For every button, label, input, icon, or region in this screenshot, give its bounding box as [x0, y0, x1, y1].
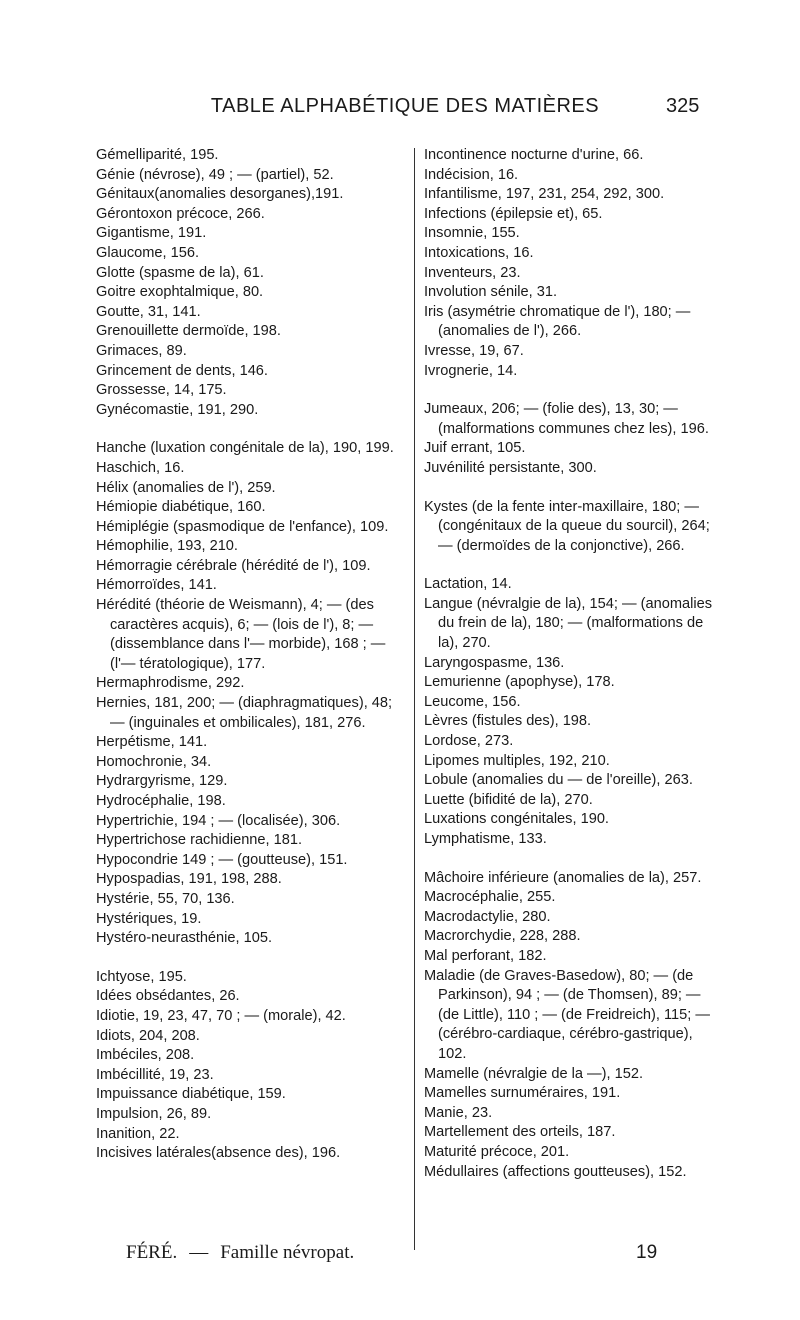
index-entry: Glaucome, 156. [96, 244, 200, 261]
index-entry: Hermaphrodisme, 292. [96, 675, 245, 692]
index-entry: Mamelles surnuméraires, 191. [424, 1085, 621, 1102]
index-entry: Macrorchydie, 228, 288. [424, 928, 581, 945]
index-entry: Mâchoire inférieure (anomalies de la), 257. [424, 869, 702, 886]
index-entry: Hydrargyrisme, 129. [96, 773, 228, 790]
index-entry: Goitre exophtalmique, 80. [96, 284, 264, 301]
index-entry: Iris (asymétrie chromatique de l'), 180; — (anomalies de l'), 266. [424, 303, 691, 340]
section-gap [96, 949, 402, 968]
index-entry: Lactation, 14. [424, 576, 512, 593]
index-entry: Incisives latérales(absence des), 196. [96, 1145, 341, 1162]
index-entry: Lobule (anomalies du — de l'oreille), 263. [424, 772, 693, 789]
index-entry: Gérontoxon précoce, 266. [96, 205, 265, 222]
index-entry: Goutte, 31, 141. [96, 303, 201, 320]
index-entry: Hémophilie, 193, 210. [96, 538, 238, 555]
index-entry: Hérédité (théorie de Weismann), 4; — (des caractères acquis), 6; — (lois de l'), 8; — (dissemblance dans l'— morbide), 168 ; — (l'— tératologique), 177. [96, 597, 386, 672]
index-entry: Insomnie, 155. [424, 225, 520, 242]
footer-author-line [126, 1240, 354, 1266]
index-entry: Leucome, 156. [424, 693, 521, 710]
index-entry: Hypertrichose rachidienne, 181. [96, 832, 303, 849]
index-column-left [96, 146, 402, 1164]
index-entry: Idiotie, 19, 23, 47, 70 ; — (morale), 42. [96, 1007, 346, 1024]
section-gap [424, 479, 724, 498]
index-entry: Luxations congénitales, 190. [424, 811, 609, 828]
index-entry: Hélix (anomalies de l'), 259. [96, 479, 276, 496]
index-entry: Inventeurs, 23. [424, 264, 521, 281]
running-header: TABLE ALPHABÉTIQUE DES MATIÈRES [210, 94, 600, 117]
index-entry: Lèvres (fistules des), 198. [424, 713, 592, 730]
index-entry: Idiots, 204, 208. [96, 1027, 200, 1044]
index-entry: Hydrocéphalie, 198. [96, 793, 226, 809]
section-gap [424, 850, 724, 869]
section-gap [424, 381, 724, 400]
index-entry: Génie (névrose), 49 ; — (partiel), 52. [96, 166, 334, 183]
index-entry: Macrodactylie, 280. [424, 908, 551, 925]
index-entry: Laryngospasme, 136. [424, 654, 565, 671]
index-entry: Haschich, 16. [96, 459, 185, 476]
footer-author: FÉRÉ. [126, 1242, 178, 1263]
index-entry: Gynécomastie, 191, 290. [96, 401, 259, 418]
index-entry: Incontinence nocturne d'urine, 66. [424, 147, 644, 163]
index-entry: Juvénilité persistante, 300. [424, 459, 597, 476]
index-entry: Indécision, 16. [424, 166, 519, 183]
index-entry: Herpétisme, 141. [96, 734, 208, 751]
index-entry: Hypocondrie 149 ; — (goutteuse), 151. [96, 851, 348, 868]
index-entry: Involution sénile, 31. [424, 284, 558, 301]
index-entry: Homochronie, 34. [96, 753, 212, 770]
index-entry: Impuissance diabétique, 159. [96, 1086, 286, 1103]
section-gap [424, 556, 724, 575]
index-entry: Hernies, 181, 200; — (diaphragmatiques), 48; — (inguinales et ombilicales), 181, 276. [96, 695, 393, 731]
index-entry: Imbécillité, 19, 23. [96, 1066, 214, 1083]
index-entry: Hypertrichie, 194 ; — (localisée), 306. [96, 812, 341, 829]
index-entry: Gémelliparité, 195. [96, 147, 219, 163]
index-entry: Inanition, 22. [96, 1125, 180, 1142]
index-entry: Idées obsédantes, 26. [96, 988, 240, 1005]
index-entry: Martellement des orteils, 187. [424, 1124, 616, 1141]
index-entry: Lymphatisme, 133. [424, 831, 547, 847]
index-entry: Luette (bifidité de la), 270. [424, 791, 593, 808]
index-entry: Hémorroïdes, 141. [96, 577, 217, 594]
index-entry: Hémiopie diabétique, 160. [96, 499, 266, 516]
index-entry: Grimaces, 89. [96, 342, 187, 359]
index-entry: Gigantisme, 191. [96, 225, 207, 242]
index-entry: Kystes (de la fente inter-maxillaire, 180; — (congénitaux de la queue du sourcil), 264; — (dermoïdes de la conjonctive), 266. [424, 498, 710, 554]
index-entry: Ichtyose, 195. [96, 968, 187, 985]
index-entry: Glotte (spasme de la), 61. [96, 264, 264, 281]
index-entry: Hystéro-neurasthénie, 105. [96, 930, 273, 947]
index-entry: Hémiplégie (spasmodique de l'enfance), 109. [96, 518, 389, 535]
index-entry: Mal perforant, 182. [424, 947, 547, 964]
index-entry: Médullaires (affections goutteuses), 152. [424, 1163, 687, 1180]
index-entry: Impulsion, 26, 89. [96, 1105, 212, 1122]
index-entry: Infections (épilepsie et), 65. [424, 205, 603, 222]
index-entry: Intoxications, 16. [424, 244, 534, 261]
footer-title: Famille névropat. [220, 1242, 355, 1263]
footer-dash: — [189, 1242, 209, 1263]
index-entry: Infantilisme, 197, 231, 254, 292, 300. [424, 186, 665, 203]
index-entry: Grincement de dents, 146. [96, 362, 268, 379]
index-column-right [424, 146, 724, 1182]
index-entry: Hystériques, 19. [96, 910, 202, 927]
column-divider [414, 148, 415, 1250]
page-number: 325 [666, 94, 700, 117]
index-entry: Hémorragie cérébrale (hérédité de l'), 109. [96, 557, 371, 574]
index-entry: Hypospadias, 191, 198, 288. [96, 871, 282, 888]
index-entry: Jumeaux, 206; — (folie des), 13, 30; — (malformations communes chez les), 196. [424, 401, 709, 437]
index-entry: Lordose, 273. [424, 733, 514, 750]
index-entry: Lipomes multiples, 192, 210. [424, 752, 610, 769]
index-entry: Imbéciles, 208. [96, 1047, 195, 1064]
index-entry: Génitaux(anomalies desorganes),191. [96, 186, 344, 203]
index-entry: Lemurienne (apophyse), 178. [424, 674, 615, 691]
index-entry: Manie, 23. [424, 1104, 493, 1121]
index-entry: Maturité précoce, 201. [424, 1143, 570, 1160]
index-entry: Grossesse, 14, 175. [96, 382, 227, 399]
index-entry: Langue (névralgie de la), 154; — (anomalies du frein de la), 180; — (malformations de la), 270. [424, 595, 712, 652]
index-entry: Grenouillette dermoïde, 198. [96, 323, 281, 340]
index-entry: Ivrognerie, 14. [424, 362, 518, 379]
index-entry: Ivresse, 19, 67. [424, 342, 524, 359]
index-entry: Hystérie, 55, 70, 136. [96, 890, 235, 907]
index-entry: Maladie (de Graves-Basedow), 80; — (de Parkinson), 94 ; — (de Thomsen), 89; — (de Little), 110 ; — (de Freidreich), 115; — (cérébro-cardiaque, cérébro-gastrique), 102. [424, 967, 710, 1062]
index-entry: Mamelle (névralgie de la —), 152. [424, 1065, 644, 1082]
index-entry: Hanche (luxation congénitale de la), 190, 199. [96, 440, 394, 457]
signature-mark: 19 [636, 1242, 658, 1263]
section-gap [96, 420, 402, 439]
index-entry: Macrocéphalie, 255. [424, 889, 556, 906]
index-entry: Juif errant, 105. [424, 440, 526, 457]
